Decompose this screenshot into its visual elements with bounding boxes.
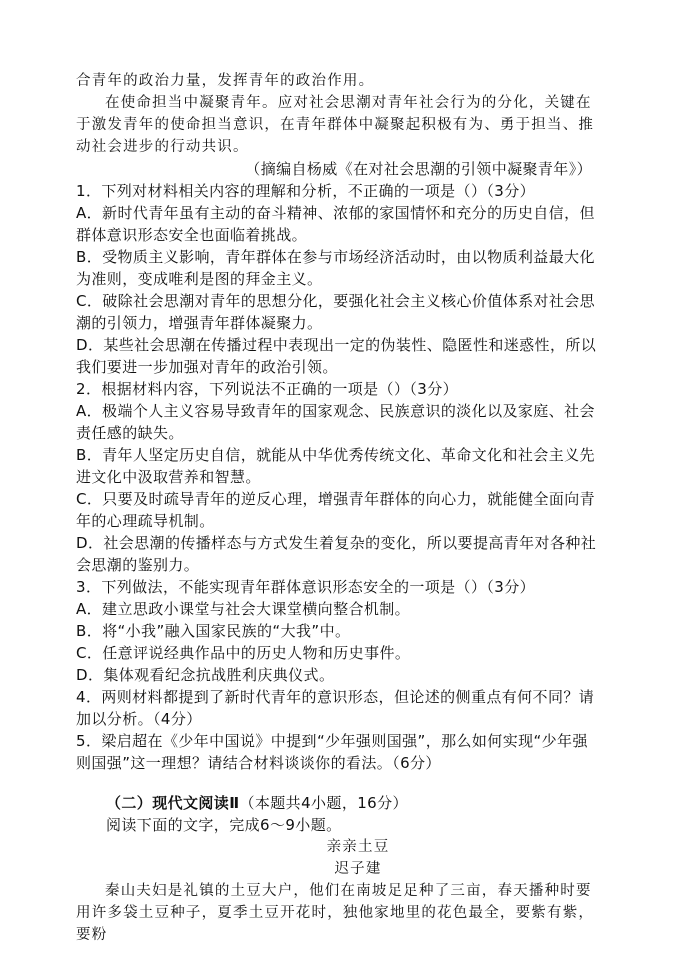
option-c: C．任意评说经典作品中的历史人物和历史事件。 bbox=[76, 644, 411, 662]
section-modern-reading-2 bbox=[76, 792, 600, 946]
story-title: 亲亲土豆 bbox=[326, 839, 390, 855]
section-instruction: 阅读下面的文字，完成6～9小题。 bbox=[106, 816, 342, 834]
section-heading-note: （本题共4小题，16分） bbox=[239, 794, 408, 812]
question-3 bbox=[76, 576, 600, 686]
option-d: D．某些社会思潮在传播过程中表现出一定的伪装性、隐匿性和迷惑性，所以我们要进一步加强对青年的政治引领。 bbox=[76, 336, 597, 376]
passage-paragraph: 在使命担当中凝聚青年。应对社会思潮对青年社会行为的分化，关键在于激发青年的使命担当意识，在青年群体中凝聚起积极有为、勇于担当、推动社会进步的行动共识。 bbox=[76, 95, 595, 155]
question-4: 4．两则材料都提到了新时代青年的意识形态，但论述的侧重点有何不同？请加以分析。（4分） bbox=[76, 688, 595, 728]
option-a: A．极端个人主义容易导致青年的国家观念、民族意识的淡化以及家庭、社会责任感的缺失。 bbox=[76, 402, 595, 442]
option-a: A．建立思政小课堂与社会大课堂横向整合机制。 bbox=[76, 600, 411, 618]
story-author: 迟子建 bbox=[334, 861, 382, 877]
question-stem: 2．根据材料内容，下列说法不正确的一项是（）（3分） bbox=[76, 380, 458, 398]
question-5: 5．梁启超在《少年中国说》中提到“少年强则国强”，那么如何实现“少年强则国强”这一理想？请结合材料谈谈你的看法。（6分） bbox=[76, 732, 588, 772]
passage-continued: 合青年的政治力量，发挥青年的政治作用。 bbox=[76, 73, 375, 89]
option-c: C．破除社会思潮对青年的思想分化，要强化社会主义核心价值体系对社会思潮的引领力，增强青年群体凝聚力。 bbox=[76, 292, 596, 332]
question-stem: 1．下列对材料相关内容的理解和分析，不正确的一项是（）（3分） bbox=[76, 182, 535, 200]
option-c: C．只要及时疏导青年的逆反心理，增强青年群体的向心力，就能健全面向青年的心理疏导机制。 bbox=[76, 490, 596, 530]
option-d: D．集体观看纪念抗战胜利庆典仪式。 bbox=[76, 666, 335, 684]
question-2 bbox=[76, 378, 600, 576]
option-a: A．新时代青年虽有主动的奋斗精神、浓郁的家国情怀和充分的历史自信，但群体意识形态安全也面临着挑战。 bbox=[76, 204, 595, 244]
option-b: B．青年人坚定历史自信，就能从中华优秀传统文化、革命文化和社会主义先进文化中汲取营养和智慧。 bbox=[76, 446, 595, 486]
option-d: D．社会思潮的传播样态与方式发生着复杂的变化，所以要提高青年对各种社会思潮的鉴别力。 bbox=[76, 534, 597, 574]
question-1 bbox=[76, 180, 600, 378]
story-paragraph: 秦山夫妇是礼镇的土豆大户，他们在南坡足足种了三亩，春天播种时要用许多袋土豆种子，夏季土豆开花时，独他家地里的花色最全，要紫有紫，要粉 bbox=[76, 883, 595, 943]
section-heading bbox=[76, 792, 600, 814]
option-b: B．受物质主义影响，青年群体在参与市场经济活动时，由以物质利益最大化为准则，变成唯利是图的拜金主义。 bbox=[76, 248, 595, 288]
section-heading-title: （二）现代文阅读Ⅱ bbox=[106, 794, 240, 812]
source-citation: （摘编自杨威《在对社会思潮的引领中凝聚青年》） bbox=[245, 160, 592, 178]
question-stem: 3．下列做法，不能实现青年群体意识形态安全的一项是（）（3分） bbox=[76, 578, 535, 596]
option-b: B．将“小我”融入国家民族的“大我”中。 bbox=[76, 622, 351, 640]
